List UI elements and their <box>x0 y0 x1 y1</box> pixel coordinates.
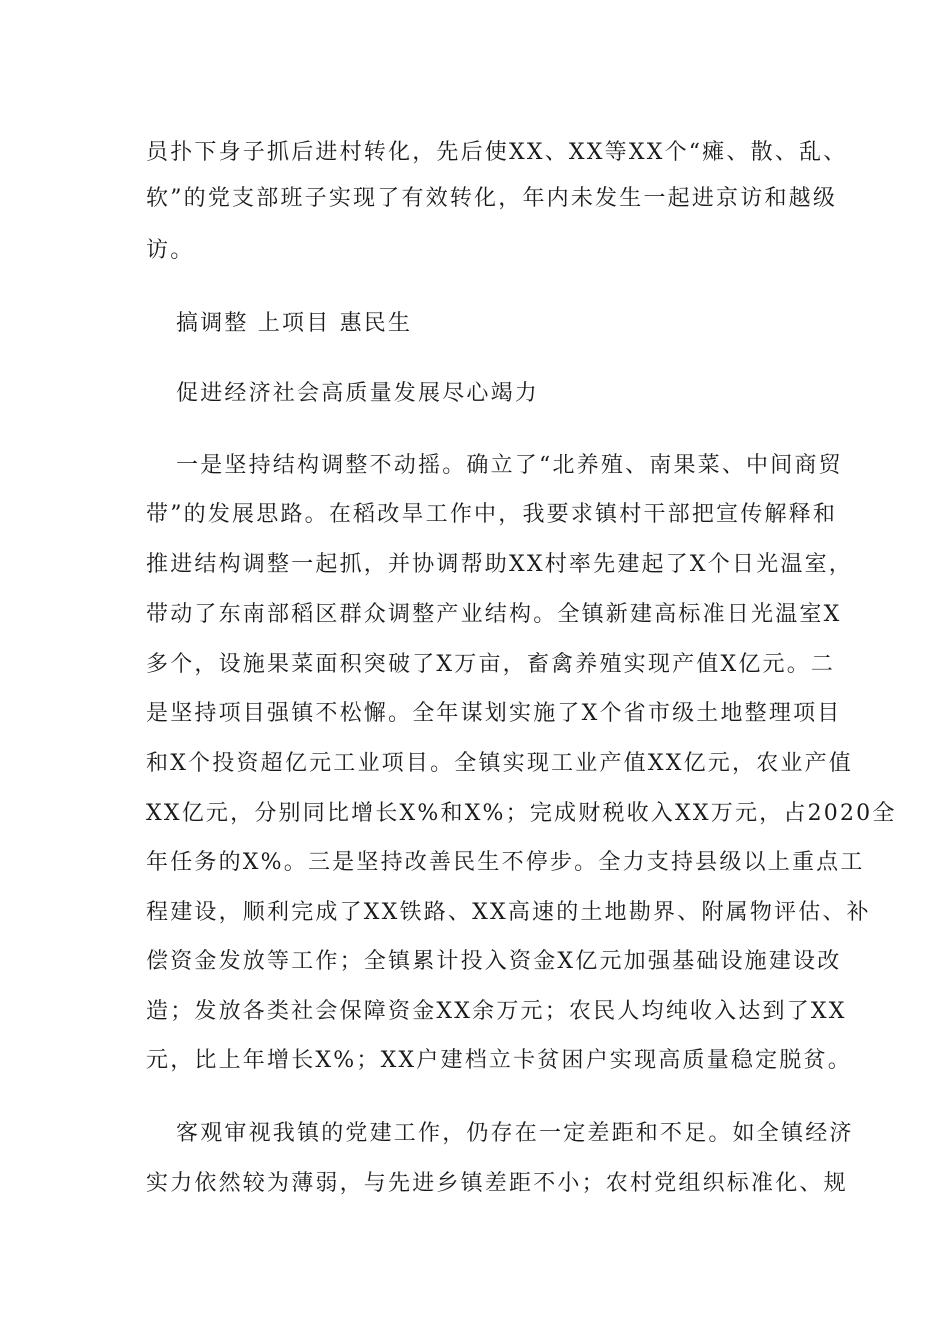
paragraph-2-line-4: 带动了东南部稻区群众调整产业结构。全镇新建高标准日光温室X <box>146 602 842 627</box>
section-heading-2: 促进经济社会高质量发展尽心竭力 <box>176 381 540 406</box>
paragraph-2-line-13: 元，比上年增长X%；XX户建档立卡贫困户实现高质量稳定脱贫。 <box>146 1048 852 1073</box>
paragraph-2-line-10: 程建设，顺利完成了XX铁路、XX高速的土地勘界、附属物评估、补 <box>146 900 871 925</box>
paragraph-3-line-1: 客观审视我镇的党建工作，仍存在一定差距和不足。如全镇经济 <box>176 1121 854 1146</box>
paragraph-1-line-1: 员扑下身子抓后进村转化，先后使XX、XX等XX个“瘫、散、乱、 <box>146 140 848 165</box>
paragraph-3-line-2: 实力依然较为薄弱，与先进乡镇差距不小；农村党组织标准化、规 <box>146 1171 848 1196</box>
paragraph-2-line-3: 推进结构调整一起抓，并协调帮助XX村率先建起了X个日光温室， <box>146 552 853 577</box>
section-heading-1: 搞调整 上项目 惠民生 <box>176 311 413 336</box>
paragraph-2-line-8: XX亿元，分别同比增长X%和X%；完成财税收入XX万元，占2020全 <box>146 801 897 826</box>
paragraph-2-line-12: 造；发放各类社会保障资金XX余万元；农民人均纯收入达到了XX <box>146 999 847 1024</box>
paragraph-2-line-9: 年任务的X%。三是坚持改善民生不停步。全力支持县级以上重点工 <box>146 850 865 875</box>
paragraph-2-line-2: 带”的发展思路。在稻改旱工作中，我要求镇村干部把宣传解释和 <box>146 502 838 527</box>
paragraph-2-line-5: 多个，设施果菜面积突破了X万亩，畜禽养殖实现产值X亿元。二 <box>146 652 836 677</box>
paragraph-2-line-7: 和X个投资超亿元工业项目。全镇实现工业产值XX亿元，农业产值 <box>146 751 853 776</box>
paragraph-1-line-2: 软”的党支部班子实现了有效转化，年内未发生一起进京访和越级 <box>146 186 838 211</box>
paragraph-2-line-11: 偿资金发放等工作；全镇累计投入资金X亿元加强基础设施建设改 <box>146 949 842 974</box>
paragraph-2-line-6: 是坚持项目强镇不松懈。全年谋划实施了X个省市级土地整理项目 <box>146 701 842 726</box>
paragraph-1-line-3: 访。 <box>146 238 195 263</box>
paragraph-2-line-1: 一是坚持结构调整不动摇。确立了“北养殖、南果菜、中间商贸 <box>176 453 843 478</box>
